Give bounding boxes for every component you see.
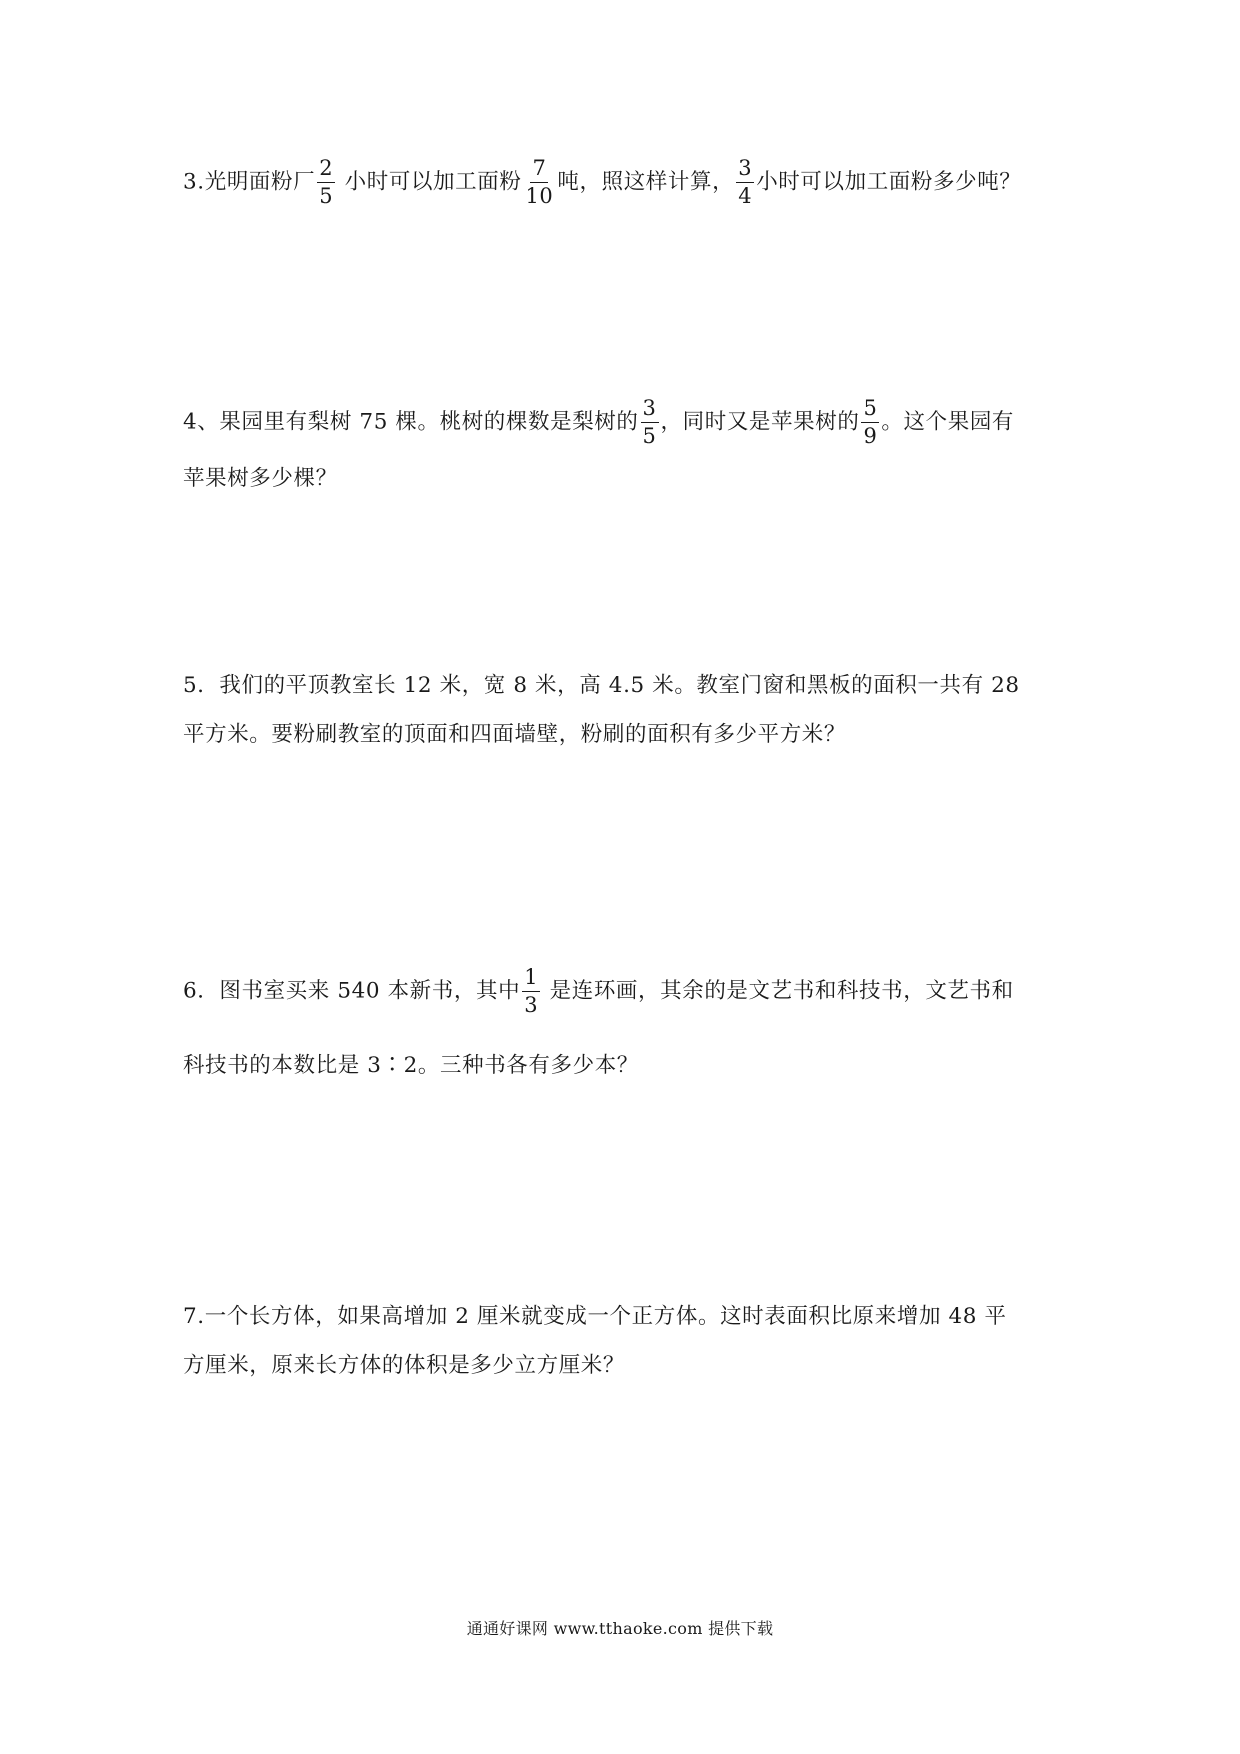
- footer-download-note: 通通好课网 www.tthaoke.com 提供下载: [466, 1619, 774, 1638]
- fraction-denominator: 5: [319, 184, 334, 208]
- fraction-denominator: 5: [642, 424, 657, 448]
- fraction-numerator: 1: [522, 967, 540, 992]
- question-4-text-a: 4、果园里有梨树 75 棵。桃树的棵数是梨树的: [183, 409, 639, 435]
- question-7: [183, 1299, 1103, 1379]
- fraction-numerator: 3: [641, 398, 659, 423]
- question-6-line-2: 科技书的本数比是 3∶2。三种书各有多少本？: [183, 1053, 639, 1078]
- fraction-7-10: [523, 158, 555, 207]
- fraction-denominator: 4: [738, 184, 753, 208]
- fraction-denominator: 10: [525, 184, 554, 208]
- fraction-2-5: [317, 158, 335, 207]
- fraction-3-5: [641, 398, 659, 447]
- question-4-text-b: ，同时又是苹果树的: [660, 409, 860, 435]
- question-6: [183, 967, 1103, 1079]
- question-4-text-c: 。这个果园有: [881, 409, 1015, 435]
- question-4: [183, 398, 1103, 492]
- question-3-line-1: [183, 158, 1103, 207]
- fraction-numerator: 5: [861, 398, 879, 423]
- fraction-denominator: 3: [524, 993, 539, 1017]
- fraction-3-4: [736, 158, 754, 207]
- fraction-numerator: 7: [530, 158, 548, 183]
- question-4-line-1: [183, 398, 1103, 447]
- question-4-line-2: 苹果树多少棵？: [183, 466, 338, 491]
- fraction-numerator: 2: [317, 158, 335, 183]
- question-3-text-d: 小时可以加工面粉多少吨？: [756, 169, 1022, 195]
- question-6-line-1: [183, 967, 1103, 1016]
- question-6-text-b: 是连环画，其余的是文艺书和科技书，文艺书和: [542, 978, 1014, 1004]
- fraction-denominator: 9: [863, 424, 878, 448]
- fraction-1-3: [522, 967, 540, 1016]
- question-5: [183, 668, 1103, 748]
- fraction-numerator: 3: [736, 158, 754, 183]
- question-3-text-a: 3.光明面粉厂: [183, 169, 316, 195]
- fraction-5-9: [861, 398, 879, 447]
- question-3-text-c: 吨，照这样计算，: [557, 169, 735, 195]
- question-5-line-2: 平方米。要粉刷教室的顶面和四面墙壁，粉刷的面积有多少平方米？: [183, 722, 847, 747]
- question-7-line-1: 7.一个长方体，如果高增加 2 厘米就变成一个正方体。这时表面积比原来增加 48 平: [183, 1304, 1007, 1329]
- question-3: [183, 158, 1103, 207]
- question-6-text-a: 6．图书室买来 540 本新书，其中: [183, 978, 521, 1004]
- question-5-line-1: 5．我们的平顶教室长 12 米，宽 8 米，高 4.5 米。教室门窗和黑板的面积一共有 28: [183, 673, 1020, 698]
- question-3-text-b: 小时可以加工面粉: [337, 169, 522, 195]
- question-7-line-2: 方厘米，原来长方体的体积是多少立方厘米？: [183, 1353, 626, 1378]
